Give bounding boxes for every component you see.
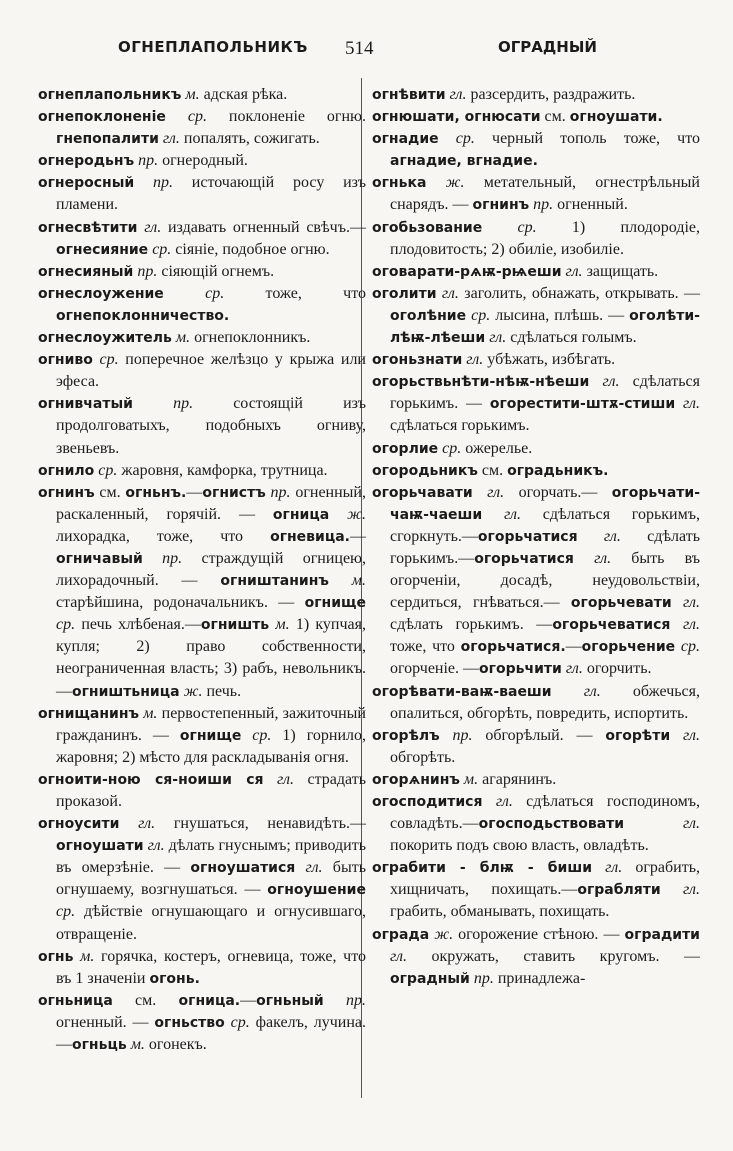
- definition-text: грабить, обманывать, похищать.: [390, 903, 610, 921]
- headword: огобьзование: [372, 219, 483, 236]
- grammar-label: м.: [459, 770, 479, 788]
- grammar-label: гл.: [589, 373, 620, 391]
- grammar-label: гл.: [263, 770, 295, 788]
- headword: ограда: [372, 926, 430, 943]
- grammar-label: пр.: [134, 152, 159, 170]
- headword: огноити-ною ся-ноиши ся: [38, 771, 264, 788]
- headword: огноушати.: [569, 109, 663, 126]
- dictionary-entry: [38, 217, 366, 261]
- grammar-label: пр.: [132, 395, 194, 413]
- dictionary-entry: [372, 283, 700, 349]
- grammar-label: м.: [126, 1036, 145, 1054]
- definition-text: —: [186, 483, 203, 501]
- dictionary-entry: [372, 172, 700, 216]
- dictionary-entry: [38, 946, 366, 990]
- headword: огничавый: [56, 550, 143, 567]
- dictionary-entry: [38, 990, 366, 1056]
- definition-text: дѣлать гнуснымъ; приводить въ омерзѣніе. —: [56, 837, 366, 877]
- grammar-label: гл.: [119, 815, 156, 833]
- definition-text: черный тополь тоже, что: [474, 130, 700, 148]
- grammar-label: ср.: [482, 218, 537, 236]
- headword: ограбити - блѭ - биши: [372, 860, 593, 877]
- headword: оговарати-рѧѭ-рѩеши: [372, 263, 562, 280]
- definition-text: см.: [112, 991, 179, 1009]
- dictionary-entry: [372, 371, 700, 437]
- grammar-label: гл.: [592, 859, 623, 877]
- definition-text: огонекъ.: [144, 1036, 207, 1054]
- dictionary-entry: [372, 217, 700, 261]
- grammar-label: м.: [328, 572, 367, 590]
- definition-text: сдѣлаться горькимъ, сгоркнуть.—: [390, 505, 701, 545]
- headword: огнило: [38, 462, 95, 479]
- definition-text: страдать проказой.: [56, 770, 366, 810]
- headword: огорѣти: [605, 727, 671, 744]
- definition-text: огненный.: [553, 196, 628, 214]
- definition-text: агарянинъ.: [478, 770, 557, 788]
- headword: огорьствьнѣти-нѣѭ-нѣеши: [372, 374, 590, 391]
- grammar-label: ср.: [163, 284, 225, 302]
- definition-text: тоже, что: [390, 638, 461, 656]
- dictionary-entry: [38, 261, 366, 283]
- definition-text: 1) плодородіе, плодовитость; 2) обиліе, изобиліе.: [390, 218, 700, 258]
- headword: оградьникъ.: [507, 462, 609, 479]
- grammar-label: ж.: [179, 682, 203, 700]
- grammar-label: гл.: [577, 527, 621, 545]
- grammar-label: гл.: [561, 660, 583, 678]
- definition-text: метательный, огнестрѣльный снарядъ. —: [390, 174, 700, 214]
- headword: огнесвѣтити: [38, 219, 138, 236]
- dictionary-entry: [372, 482, 700, 681]
- dictionary-entry: [38, 150, 366, 172]
- grammar-label: гл.: [485, 329, 507, 347]
- headword: огнесияние: [56, 241, 149, 258]
- definition-text: убѣжать, избѣгать.: [483, 351, 616, 369]
- headword: огништьница: [72, 683, 180, 700]
- headword: огосподьствовати: [478, 816, 625, 833]
- definition-text: заголить, обнажать, открывать. —: [458, 284, 701, 302]
- headword: огнеслоужение: [38, 285, 164, 302]
- definition-text: лысина, плѣшь. —: [490, 306, 630, 324]
- headword: огорѣвати-ваѭ-ваеши: [372, 683, 552, 700]
- definition-text: огненный. —: [56, 1013, 155, 1031]
- dictionary-entry: [372, 857, 700, 923]
- headword: гнепопалити: [56, 131, 159, 148]
- headword: огнюшати, огнюсати: [372, 109, 541, 126]
- headword: огноушение: [267, 882, 366, 899]
- headword: огнадие: [372, 131, 439, 148]
- grammar-label: ж.: [429, 925, 454, 943]
- headword: огневица.: [270, 528, 350, 545]
- definition-text: первостепенный, зажиточный гражданинъ. —: [56, 704, 366, 744]
- headword: огосподитися: [372, 794, 483, 810]
- headword: огниво: [38, 352, 93, 369]
- definition-text: ограбить, хищничать, похищать.—: [390, 859, 701, 899]
- definition-text: огорчить.: [582, 660, 652, 678]
- headword: огорьчевати: [570, 595, 672, 612]
- definition-text: печь хлѣбеная.—: [75, 616, 201, 634]
- headword: огорьчатися.: [460, 639, 566, 656]
- dictionary-entry: [372, 725, 700, 769]
- headword: оградити: [624, 926, 700, 943]
- headword: огноушатися: [190, 860, 296, 877]
- headword: огнище: [304, 595, 366, 612]
- headword: оголити: [372, 285, 437, 302]
- headword: огорьчеватися: [552, 617, 671, 634]
- headword: огнепоклонничество.: [56, 307, 230, 324]
- dictionary-entry: [372, 769, 700, 791]
- definition-text: см.: [540, 108, 570, 126]
- headword: огньць: [72, 1037, 127, 1054]
- grammar-label: пр.: [323, 991, 366, 1009]
- definition-text: 1) купчая, купля; 2) право собственности, неограниченная власть; 3) рабъ, невольникъ. —: [56, 616, 366, 700]
- grammar-label: ср.: [466, 306, 491, 324]
- page-number: 514: [345, 38, 374, 59]
- grammar-label: ж.: [426, 174, 465, 192]
- left-column: [38, 84, 366, 1056]
- headword: огнѣвити: [372, 87, 446, 103]
- definition-text: горячка, костеръ, огневица, тоже, что въ 1 значеніи: [56, 947, 366, 987]
- headword: огорьчатися: [477, 528, 578, 545]
- grammar-label: ср.: [438, 130, 475, 148]
- headword: огнинъ: [472, 197, 530, 214]
- definition-text: покорить подъ свою власть, овладѣть.: [390, 837, 649, 855]
- headword: огородьникъ: [372, 462, 478, 479]
- definition-text: разсердить, раздражить.: [466, 86, 636, 103]
- grammar-label: гл.: [472, 483, 505, 501]
- grammar-label: гл.: [137, 218, 162, 236]
- headword: оголѣти-лѣѭ-лѣеши: [390, 307, 700, 347]
- headword: огноушати: [56, 838, 144, 855]
- grammar-label: ср.: [148, 240, 172, 258]
- dictionary-entry: [372, 261, 700, 283]
- grammar-label: гл.: [624, 815, 700, 833]
- headword: огнинъ: [38, 484, 95, 501]
- headword: оградный: [390, 970, 470, 987]
- grammar-label: м.: [171, 329, 191, 347]
- definition-text: —: [240, 991, 257, 1009]
- right-column: [372, 84, 700, 990]
- dictionary-entry: [372, 791, 700, 857]
- headword: огнеродьнъ: [38, 153, 135, 170]
- definition-text: адская рѣка.: [199, 86, 288, 103]
- headword: огньство: [154, 1014, 225, 1031]
- grammar-label: пр.: [529, 196, 554, 214]
- dictionary-entry: [38, 393, 366, 459]
- headword: огонь.: [149, 970, 200, 987]
- headword: огньнъ.: [125, 484, 187, 501]
- definition-text: сіяющій огнемъ.: [157, 262, 275, 280]
- headword: огоньзнати: [372, 352, 463, 369]
- grammar-label: гл.: [670, 616, 700, 634]
- definition-text: —: [350, 527, 366, 545]
- headword: ограбляти: [577, 882, 661, 899]
- running-header: [0, 38, 733, 68]
- grammar-label: гл.: [561, 262, 583, 280]
- grammar-label: гл.: [670, 726, 700, 744]
- headword: оголѣние: [390, 307, 467, 324]
- grammar-label: м.: [139, 704, 158, 722]
- grammar-label: ср.: [675, 638, 700, 656]
- grammar-label: гл.: [482, 793, 513, 810]
- definition-text: принадлежа-: [493, 969, 586, 987]
- dictionary-entry: [38, 283, 366, 327]
- dictionary-entry: [38, 327, 366, 349]
- headword: огнеплапольникъ: [38, 87, 182, 103]
- grammar-label: гл.: [462, 351, 484, 369]
- grammar-label: ср.: [241, 726, 272, 744]
- definition-text: состоящій изъ продолговатыхъ, подобныхъ огниву, звеньевъ.: [56, 395, 366, 457]
- dictionary-entry: [372, 128, 700, 172]
- headword: огнеслоужитель: [38, 330, 172, 347]
- definition-text: 1) горнило, жаровня; 2) мѣсто для раскладыванія огня.: [56, 726, 367, 766]
- grammar-label: пр.: [265, 483, 291, 501]
- grammar-label: гл.: [445, 86, 467, 103]
- definition-text: гнушаться, ненавидѣть.—: [155, 815, 366, 833]
- headword: огнепоклоненіе: [38, 109, 166, 126]
- grammar-label: гл.: [660, 881, 700, 899]
- dictionary-entry: [38, 482, 366, 703]
- definition-text: печь.: [202, 682, 242, 700]
- headword: огница.: [178, 992, 241, 1009]
- definition-text: огорожение стѣною. —: [453, 925, 625, 943]
- definition-text: огорчать.—: [504, 483, 612, 501]
- headword: огньница: [38, 992, 113, 1009]
- definition-text: поклоненіе огню.: [206, 108, 366, 126]
- definition-text: сдѣлаться горькимъ.: [390, 417, 530, 435]
- headword: огорѧнинъ: [372, 771, 460, 788]
- headword: огнька: [372, 175, 427, 192]
- headword: огорьчатися: [474, 550, 574, 567]
- headword: огорлие: [372, 440, 439, 457]
- grammar-label: ср.: [94, 461, 118, 479]
- grammar-label: пр.: [469, 969, 494, 987]
- dictionary-entry: [372, 349, 700, 371]
- dictionary-entry: [38, 813, 366, 946]
- definition-text: обгорѣлый. —: [472, 726, 606, 744]
- definition-text: сіяніе, подобное огню.: [171, 240, 330, 258]
- headword: агнадие, вгнадие.: [390, 153, 538, 170]
- dictionary-entry: [38, 703, 366, 769]
- headword: огнище: [179, 727, 242, 744]
- grammar-label: пр.: [134, 174, 173, 192]
- definition-text: быть огнушаему, возгнушаться. —: [56, 859, 366, 899]
- definition-text: —: [565, 638, 582, 656]
- grammar-label: м.: [269, 616, 290, 634]
- definition-text: обжечься, опалиться, обгорѣть, повредить, испортить.: [390, 682, 700, 722]
- header-right-guideword: ОГРАДНЫЙ: [498, 38, 597, 56]
- headword: огнеросный: [38, 175, 135, 192]
- definition-text: огорченіе. —: [390, 660, 480, 678]
- definition-text: огнепоклонникъ.: [190, 329, 311, 347]
- definition-text: дѣйствіе огнушающаго и огнусившаго, отвращеніе.: [56, 903, 366, 943]
- grammar-label: пр.: [142, 549, 183, 567]
- grammar-label: ж.: [329, 505, 366, 523]
- grammar-label: гл.: [482, 505, 521, 523]
- grammar-label: м.: [181, 86, 200, 103]
- dictionary-entry: [372, 106, 700, 128]
- definition-text: попалять, сожигать.: [179, 130, 320, 148]
- grammar-label: ср.: [224, 1013, 250, 1031]
- definition-text: быть въ огорченіи, досадѣ, неудовольствіи, сердиться, гнѣваться.—: [390, 549, 700, 612]
- definition-text: издавать огненный свѣчъ.—: [161, 218, 366, 236]
- definition-text: лихорадка, тоже, что: [56, 527, 271, 545]
- headword: огорьчити: [479, 661, 562, 678]
- headword: огорѣлъ: [372, 727, 440, 744]
- dictionary-entry: [38, 460, 366, 482]
- grammar-label: ср.: [438, 439, 462, 457]
- headword: огнистъ: [202, 484, 266, 501]
- definition-text: сдѣлаться горькимъ. —: [390, 373, 700, 413]
- dictionary-entry: [38, 349, 366, 393]
- headword: огорестити-штѫ-стиши: [489, 396, 676, 413]
- headword: огорьчение: [581, 639, 676, 656]
- definition-text: тоже, что: [224, 284, 367, 302]
- grammar-label: ср.: [56, 903, 76, 921]
- dictionary-entry: [38, 172, 366, 216]
- headword: огништанинъ: [220, 573, 329, 590]
- definition-text: страждущій огницею, лихорадочный. —: [56, 549, 367, 590]
- definition-text: поперечное желѣзцо у крыжа или эфеса.: [56, 351, 366, 391]
- grammar-label: гл.: [436, 284, 459, 302]
- definition-text: огненный, раскаленный, горячій. —: [56, 483, 366, 523]
- headword: огньный: [256, 992, 324, 1009]
- definition-text: окружать, ставить кругомъ. —: [407, 947, 700, 965]
- dictionary-entry: [38, 769, 366, 813]
- dictionary-entry: [372, 681, 700, 725]
- definition-text: сдѣлать горькимъ. —: [390, 616, 553, 634]
- grammar-label: ср.: [165, 108, 207, 126]
- definition-text: см.: [94, 483, 126, 501]
- definition-text: сдѣлать горькимъ.—: [390, 527, 700, 567]
- definition-text: обгорѣть.: [390, 748, 456, 766]
- dictionary-entry: [38, 84, 366, 106]
- definition-text: см.: [477, 461, 508, 479]
- definition-text: огнеродный.: [158, 152, 248, 170]
- grammar-label: гл.: [573, 549, 612, 567]
- definition-text: защищать.: [582, 262, 659, 280]
- header-left-guideword: ОГНЕПЛАПОЛЬНИКЪ: [118, 38, 308, 56]
- definition-text: старѣйшина, родоначальникъ. —: [56, 594, 305, 612]
- headword: огнь: [38, 948, 74, 965]
- headword: огорьчати-чаѭ-чаеши: [390, 484, 700, 523]
- headword: огорьчавати: [372, 484, 473, 501]
- grammar-label: пр.: [439, 726, 473, 744]
- definition-text: источающій росу изъ пламени.: [56, 174, 366, 214]
- grammar-label: гл.: [295, 859, 323, 877]
- definition-text: жаровня, камфорка, трутница.: [117, 461, 328, 479]
- grammar-label: гл.: [671, 594, 700, 612]
- headword: огништь: [200, 617, 270, 634]
- grammar-label: ср.: [92, 351, 119, 369]
- headword: огнищанинъ: [38, 705, 140, 722]
- grammar-label: гл.: [143, 837, 165, 855]
- definition-text: ожерелье.: [461, 439, 533, 457]
- grammar-label: гл.: [675, 395, 700, 413]
- dictionary-entry: [372, 460, 700, 482]
- grammar-label: пр.: [133, 262, 158, 280]
- dictionary-entry: [372, 84, 700, 106]
- headword: огнивчатый: [38, 396, 133, 413]
- dictionary-entry: [372, 924, 700, 990]
- definition-text: факелъ, лучина.—: [56, 1013, 366, 1054]
- headword: огнесияный: [38, 263, 134, 280]
- definition-text: сдѣлаться голымъ.: [506, 329, 637, 347]
- headword: огноусити: [38, 816, 120, 833]
- grammar-label: гл.: [551, 682, 601, 700]
- grammar-label: м.: [73, 947, 95, 965]
- definition-text: сдѣлаться господиномъ, совладѣть.—: [390, 793, 700, 833]
- grammar-label: ср.: [56, 616, 76, 634]
- headword: огница: [272, 506, 330, 523]
- dictionary-entry: [372, 438, 700, 460]
- grammar-label: гл.: [390, 947, 408, 965]
- grammar-label: гл.: [158, 130, 180, 148]
- dictionary-entry: [38, 106, 366, 150]
